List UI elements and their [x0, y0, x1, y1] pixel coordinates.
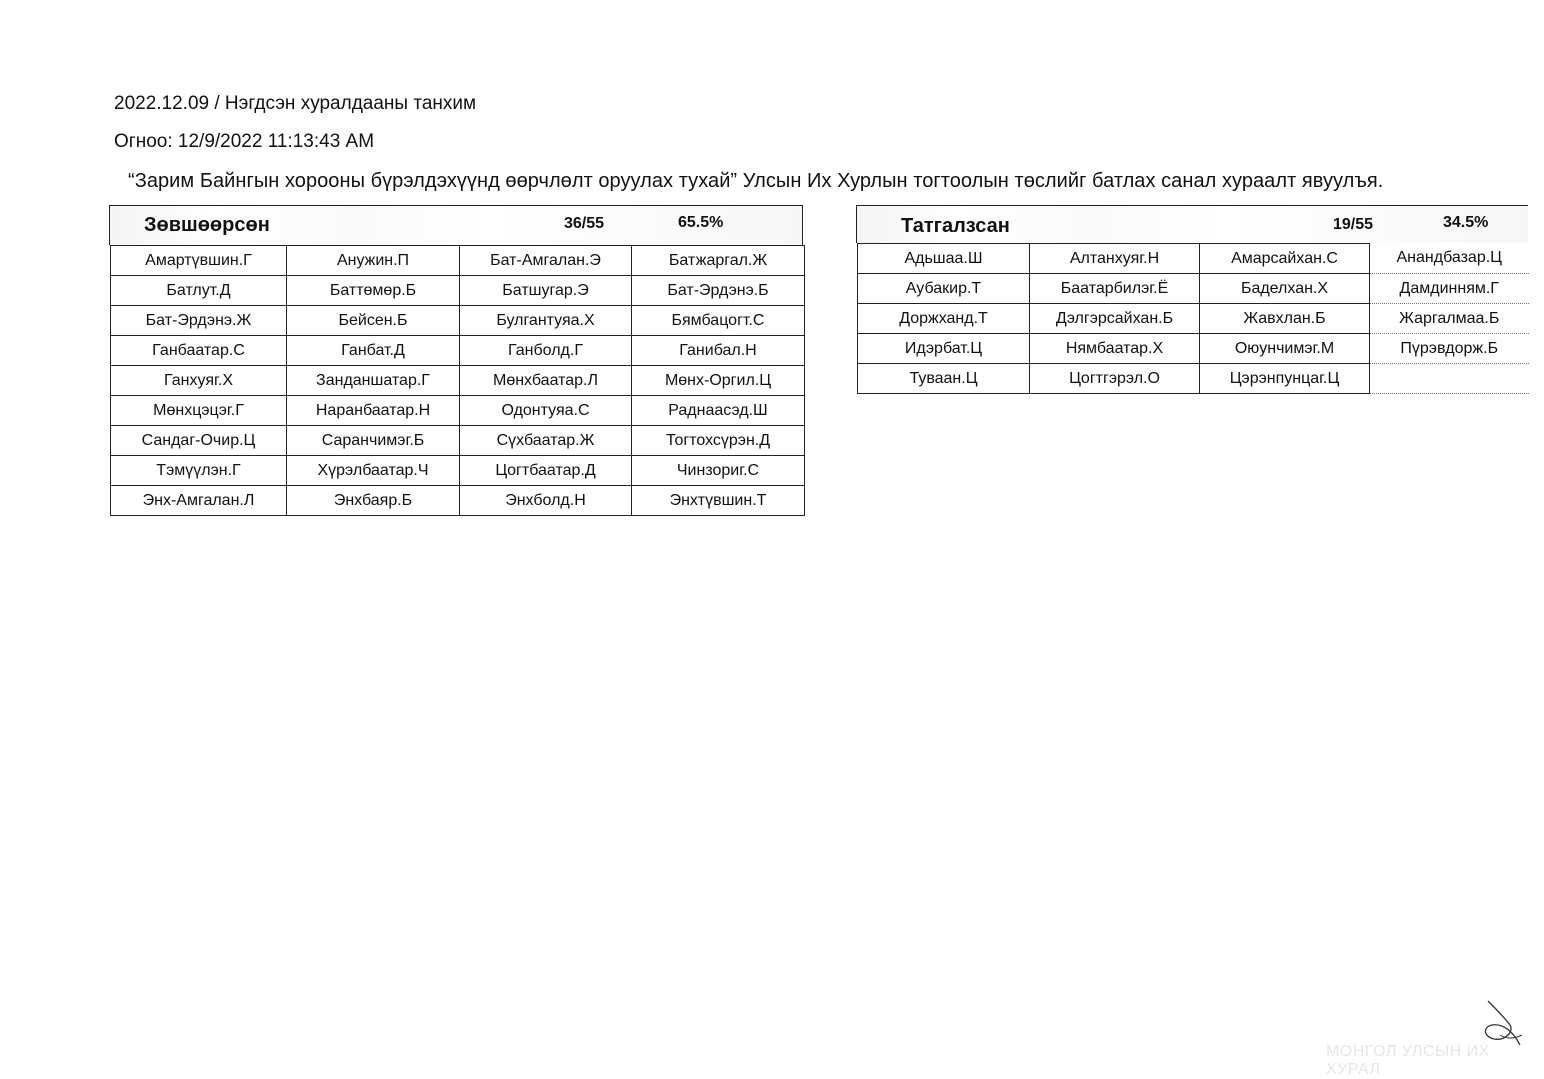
- table-row: [111, 306, 805, 336]
- member-name-cell: Бат-Эрдэнэ.Ж: [111, 306, 287, 336]
- member-name-cell: Чинзориг.С: [632, 456, 805, 486]
- rejected-count: 19/55: [1333, 216, 1374, 233]
- member-name-cell: Бат-Эрдэнэ.Б: [632, 276, 805, 306]
- table-row: [111, 486, 805, 516]
- member-name-cell: Мөнх-Оргил.Ц: [632, 366, 805, 396]
- member-name-cell: Ганбат.Д: [287, 336, 460, 366]
- member-name-cell: Дамдинням.Г: [1370, 274, 1529, 304]
- member-name-cell: Нямбаатар.Х: [1030, 334, 1200, 364]
- member-name-cell: Туваан.Ц: [858, 364, 1030, 394]
- date-value: 12/9/2022 11:13:43 AM: [177, 131, 375, 152]
- approved-percent: 65.5%: [678, 214, 724, 231]
- member-name-cell: Одонтуяа.С: [460, 396, 632, 426]
- rejected-percent: 34.5%: [1443, 214, 1489, 231]
- member-name-cell: Амарсайхан.С: [1200, 244, 1370, 274]
- member-name-cell: Баатарбилэг.Ё: [1030, 274, 1200, 304]
- table-row: [858, 304, 1529, 334]
- member-name-cell: Мөнхцэцэг.Г: [111, 396, 287, 426]
- member-name-cell: Пүрэвдорж.Б: [1370, 334, 1529, 364]
- table-row: [111, 426, 805, 456]
- member-name-cell: Булгантуяа.Х: [460, 306, 632, 336]
- table-row: [858, 274, 1529, 304]
- approved-header: [109, 205, 803, 245]
- date-line: [114, 131, 374, 153]
- approved-count: 36/55: [564, 215, 605, 232]
- member-name-cell: Анандбазар.Ц: [1370, 244, 1529, 274]
- member-name-cell: Доржханд.Т: [858, 304, 1030, 334]
- member-name-cell: Бейсен.Б: [287, 306, 460, 336]
- member-name-cell: [1370, 364, 1529, 394]
- member-name-cell: Саранчимэг.Б: [287, 426, 460, 456]
- table-row: [111, 246, 805, 276]
- member-name-cell: Жаргалмаа.Б: [1370, 304, 1529, 334]
- member-name-cell: Цогтбаатар.Д: [460, 456, 632, 486]
- member-name-cell: Хүрэлбаатар.Ч: [287, 456, 460, 486]
- member-name-cell: Раднаасэд.Ш: [632, 396, 805, 426]
- table-row: [111, 366, 805, 396]
- table-row: [111, 396, 805, 426]
- session-line: 2022.12.09 / Нэгдсэн хуралдааны танхим: [114, 93, 477, 114]
- member-name-cell: Баделхан.Х: [1200, 274, 1370, 304]
- table-row: [111, 336, 805, 366]
- table-row: [111, 456, 805, 486]
- member-name-cell: Бат-Амгалан.Э: [460, 246, 632, 276]
- member-name-cell: Адьшаа.Ш: [858, 244, 1030, 274]
- table-row: [111, 276, 805, 306]
- date-label: Огноо:: [114, 131, 173, 152]
- member-name-cell: Батшугар.Э: [460, 276, 632, 306]
- member-name-cell: Оюунчимэг.М: [1200, 334, 1370, 364]
- member-name-cell: Ганибал.Н: [632, 336, 805, 366]
- table-row: [858, 364, 1529, 394]
- seal-watermark: МОНГОЛ УЛСЫН ИХ ХУРАЛ: [1326, 1043, 1490, 1078]
- member-name-cell: Аубакир.Т: [858, 274, 1030, 304]
- member-name-cell: Тогтохсүрэн.Д: [632, 426, 805, 456]
- member-name-cell: Энхболд.Н: [460, 486, 632, 516]
- member-name-cell: Энх-Амгалан.Л: [111, 486, 287, 516]
- table-row: [858, 334, 1529, 364]
- member-name-cell: Батжаргал.Ж: [632, 246, 805, 276]
- member-name-cell: Дэлгэрсайхан.Б: [1030, 304, 1200, 334]
- member-name-cell: Тэмүүлэн.Г: [111, 456, 287, 486]
- member-name-cell: Амартүвшин.Г: [111, 246, 287, 276]
- member-name-cell: Баттөмөр.Б: [287, 276, 460, 306]
- member-name-cell: Энхтүвшин.Т: [632, 486, 805, 516]
- member-name-cell: Цэрэнпунцаг.Ц: [1200, 364, 1370, 394]
- member-name-cell: Батлут.Д: [111, 276, 287, 306]
- member-name-cell: Мөнхбаатар.Л: [460, 366, 632, 396]
- member-name-cell: Идэрбат.Ц: [858, 334, 1030, 364]
- table-row: [858, 244, 1529, 274]
- member-name-cell: Энхбаяр.Б: [287, 486, 460, 516]
- member-name-cell: Анужин.П: [287, 246, 460, 276]
- member-name-cell: Жавхлан.Б: [1200, 304, 1370, 334]
- member-name-cell: Алтанхуяг.Н: [1030, 244, 1200, 274]
- handwritten-signature: [1470, 995, 1530, 1055]
- member-name-cell: Занданшатар.Г: [287, 366, 460, 396]
- approved-table: [110, 245, 805, 516]
- motion-title: “Зарим Байнгын хорооны бүрэлдэхүүнд өөрчлөлт оруулах тухай” Улсын Их Хурлын тогтоолын төслийг батлах санал хураалт явуулъя.: [128, 170, 1384, 192]
- member-name-cell: Сандаг-Очир.Ц: [111, 426, 287, 456]
- approved-title: Зөвшөөрсөн: [144, 214, 270, 236]
- member-name-cell: Ганболд.Г: [460, 336, 632, 366]
- member-name-cell: Сүхбаатар.Ж: [460, 426, 632, 456]
- rejected-title: Татгалзсан: [901, 215, 1010, 237]
- member-name-cell: Бямбацогт.С: [632, 306, 805, 336]
- rejected-table: [857, 243, 1529, 394]
- member-name-cell: Цогтгэрэл.О: [1030, 364, 1200, 394]
- member-name-cell: Наранбаатар.Н: [287, 396, 460, 426]
- member-name-cell: Ганбаатар.С: [111, 336, 287, 366]
- rejected-header: [856, 205, 1528, 243]
- member-name-cell: Ганхуяг.Х: [111, 366, 287, 396]
